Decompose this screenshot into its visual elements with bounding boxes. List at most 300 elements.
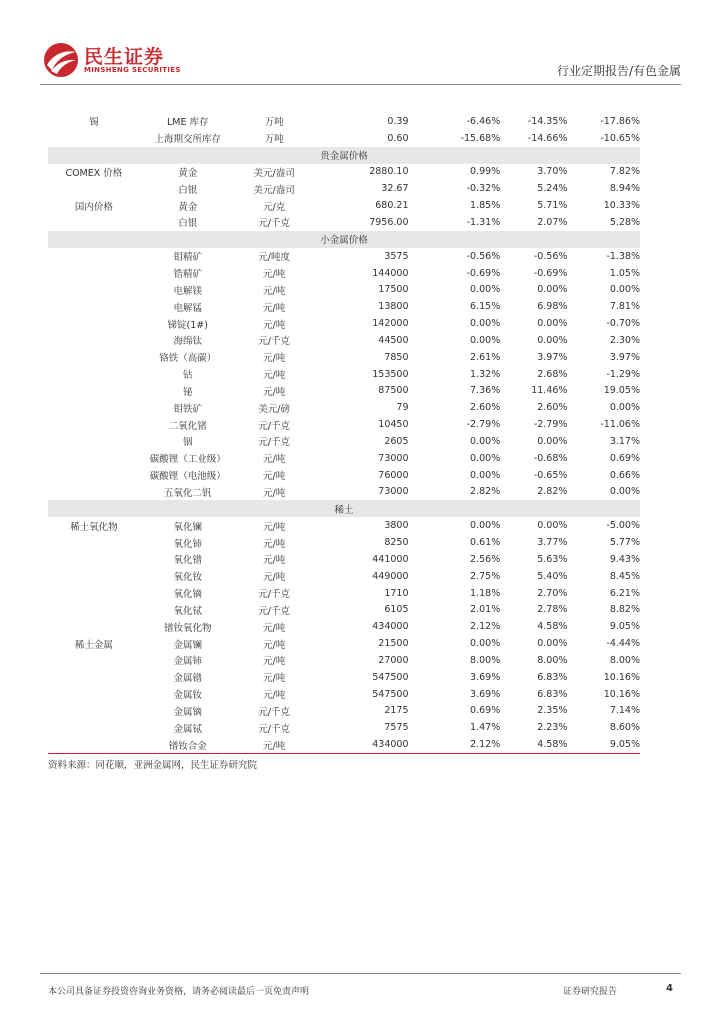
- monthly-change-cell: 0.00%: [537, 318, 568, 330]
- category-cell: [48, 585, 140, 602]
- monthly-change-cell: -2.79%: [533, 419, 568, 431]
- monthly-change-cell: 4.58%: [537, 621, 568, 633]
- monthly-change-cell: 5.24%: [537, 183, 568, 195]
- category-cell: [48, 332, 140, 349]
- monthly-change-cell: 0.00%: [537, 520, 568, 532]
- item-cell: 钴: [182, 370, 193, 382]
- price-cell: 449000: [372, 570, 409, 582]
- table-row: [48, 551, 640, 568]
- unit-cell: 元/千克: [258, 605, 290, 617]
- monthly-change-cell: -14.66%: [527, 132, 568, 144]
- unit-cell: 元/克: [263, 201, 286, 213]
- item-cell: 二氧化锗: [168, 420, 207, 432]
- item-cell: 氧化铈: [173, 538, 202, 550]
- price-cell: 680.21: [375, 200, 409, 212]
- weekly-change-cell: -2.79%: [466, 419, 501, 431]
- table-row: [48, 652, 640, 669]
- weekly-change-cell: 3.69%: [470, 671, 501, 683]
- item-cell: 上海期交所库存: [154, 134, 221, 146]
- table-row: [48, 366, 640, 383]
- unit-cell: 元/吨: [263, 521, 286, 533]
- category-cell: [48, 467, 140, 484]
- weekly-change-cell: 0.00%: [470, 284, 501, 296]
- weekly-change-cell: 0.99%: [470, 166, 501, 178]
- price-cell: 17500: [378, 284, 409, 296]
- ytd-change-cell: -17.86%: [600, 115, 640, 127]
- weekly-change-cell: 0.61%: [470, 537, 501, 549]
- weekly-change-cell: 2.82%: [470, 486, 501, 498]
- minsheng-logo: [40, 40, 190, 80]
- weekly-change-cell: 1.32%: [470, 368, 501, 380]
- category-cell: [48, 383, 140, 400]
- ytd-change-cell: -10.65%: [600, 132, 640, 144]
- weekly-change-cell: -0.69%: [466, 267, 501, 279]
- page-number: 4: [666, 983, 673, 994]
- table-row: [48, 686, 640, 703]
- category-cell: [48, 248, 140, 265]
- monthly-change-cell: 8.00%: [537, 654, 568, 666]
- category-cell: [48, 719, 140, 736]
- unit-cell: 元/吨: [263, 386, 286, 398]
- footer-disclaimer: 本公司具备证券投资咨询业务资格，请务必阅读最后一页免责声明: [48, 987, 310, 997]
- monthly-change-cell: 2.07%: [537, 216, 568, 228]
- ytd-change-cell: 3.97%: [609, 351, 640, 363]
- table-row: [48, 703, 640, 720]
- item-cell: 锆精矿: [173, 269, 202, 281]
- price-cell: 79: [396, 402, 409, 414]
- ytd-change-cell: 8.82%: [609, 604, 640, 616]
- category-cell: 国内价格: [74, 201, 113, 213]
- unit-cell: 元/千克: [258, 437, 290, 449]
- price-cell: 44500: [378, 334, 409, 346]
- category-cell: [48, 568, 140, 585]
- weekly-change-cell: -0.56%: [466, 250, 501, 262]
- category-cell: [48, 484, 140, 501]
- category-cell: [48, 618, 140, 635]
- weekly-change-cell: 6.15%: [470, 301, 501, 313]
- category-cell: 稀土金属: [74, 639, 113, 651]
- unit-cell: 元/吨: [263, 471, 286, 483]
- price-cell: 21500: [378, 638, 409, 650]
- category-cell: [48, 703, 140, 720]
- monthly-change-cell: 2.68%: [537, 368, 568, 380]
- category-cell: [48, 551, 140, 568]
- unit-cell: 美元/盎司: [253, 184, 295, 196]
- item-cell: 氧化钕: [173, 572, 202, 584]
- unit-cell: 元/吨: [263, 370, 286, 382]
- weekly-change-cell: 3.69%: [470, 688, 501, 700]
- category-cell: [48, 180, 140, 197]
- ytd-change-cell: 3.17%: [609, 435, 640, 447]
- ytd-change-cell: -5.00%: [606, 520, 640, 532]
- ytd-change-cell: 10.16%: [603, 688, 640, 700]
- monthly-change-cell: 2.35%: [537, 705, 568, 717]
- ytd-change-cell: -11.06%: [600, 419, 640, 431]
- table-row: [48, 517, 640, 534]
- monthly-change-cell: 5.71%: [537, 200, 568, 212]
- table-row: [48, 618, 640, 635]
- unit-cell: 元/吨: [263, 555, 286, 567]
- monthly-change-cell: 6.98%: [537, 301, 568, 313]
- price-cell: 144000: [372, 267, 409, 279]
- logo-english-name: MINSHENG SECURITIES: [84, 66, 181, 74]
- category-cell: [48, 450, 140, 467]
- item-cell: 碳酸锂（电池级）: [149, 471, 226, 483]
- ytd-change-cell: 9.43%: [609, 553, 640, 565]
- table-row: [48, 450, 640, 467]
- ytd-change-cell: 10.16%: [603, 671, 640, 683]
- weekly-change-cell: 2.12%: [409, 736, 501, 753]
- table-row: [48, 113, 640, 130]
- unit-cell: 元/吨: [263, 690, 286, 702]
- table-row: [48, 719, 640, 736]
- table-row: [48, 281, 640, 298]
- unit-cell: 元/千克: [258, 336, 290, 348]
- section-label: 贵金属价格: [48, 147, 640, 164]
- ytd-change-cell: 7.82%: [609, 166, 640, 178]
- weekly-change-cell: 1.47%: [470, 722, 501, 734]
- monthly-change-cell: 2.82%: [537, 486, 568, 498]
- metals-price-table: [48, 113, 640, 754]
- ytd-change-cell: 0.69%: [609, 452, 640, 464]
- unit-cell: 元/吨: [263, 454, 286, 466]
- table-row: [48, 635, 640, 652]
- unit-cell: 元/吨: [263, 269, 286, 281]
- table-row: [48, 265, 640, 282]
- item-cell: 钼铁矿: [173, 403, 202, 415]
- item-cell: 电解锰: [173, 302, 202, 314]
- table-row: [48, 383, 640, 400]
- section-header-row: [48, 231, 640, 248]
- monthly-change-cell: 2.70%: [537, 587, 568, 599]
- monthly-change-cell: 5.63%: [537, 553, 568, 565]
- item-cell: 金属铈: [173, 656, 202, 668]
- unit-cell: 元/吨: [263, 639, 286, 651]
- table-row: [48, 197, 640, 214]
- price-cell: 441000: [372, 553, 409, 565]
- category-cell: [48, 265, 140, 282]
- table-row: [48, 349, 640, 366]
- unit-cell: 元/吨: [263, 487, 286, 499]
- ytd-change-cell: 2.30%: [609, 334, 640, 346]
- section-label: 稀土: [48, 500, 640, 517]
- item-cell: 金属钕: [173, 690, 202, 702]
- ytd-change-cell: -4.44%: [606, 638, 640, 650]
- weekly-change-cell: 2.12%: [470, 621, 501, 633]
- header-divider: [40, 84, 681, 85]
- weekly-change-cell: -6.46%: [466, 115, 501, 127]
- table-row: [48, 214, 640, 231]
- section-label: 小金属价格: [48, 231, 640, 248]
- table-row: [48, 164, 640, 181]
- table-row: [48, 416, 640, 433]
- price-cell: 0.39: [387, 115, 409, 127]
- monthly-change-cell: 3.97%: [537, 351, 568, 363]
- ytd-change-cell: 6.21%: [609, 587, 640, 599]
- unit-cell: 元/吨: [263, 285, 286, 297]
- table-row: [48, 585, 640, 602]
- ytd-change-cell: 5.77%: [609, 537, 640, 549]
- weekly-change-cell: 0.00%: [470, 638, 501, 650]
- item-cell: 铟: [182, 437, 193, 449]
- unit-cell: 元/吨: [263, 673, 286, 685]
- price-cell: 2880.10: [369, 166, 409, 178]
- price-cell: 1710: [384, 587, 409, 599]
- category-cell: [48, 399, 140, 416]
- ytd-change-cell: 8.94%: [609, 183, 640, 195]
- item-cell: 碳酸锂（工业级）: [149, 454, 226, 466]
- monthly-change-cell: -0.56%: [533, 250, 568, 262]
- category-cell: [48, 652, 140, 669]
- monthly-change-cell: 3.77%: [537, 537, 568, 549]
- item-cell: 钼精矿: [173, 252, 202, 264]
- unit-cell: 元/吨: [263, 622, 286, 634]
- table-row: [48, 467, 640, 484]
- unit-cell: 元/吨: [263, 656, 286, 668]
- price-cell: 3800: [384, 520, 409, 532]
- category-cell: [48, 281, 140, 298]
- ytd-change-cell: 7.14%: [609, 705, 640, 717]
- ytd-change-cell: 7.81%: [609, 301, 640, 313]
- unit-cell: 元/千克: [258, 706, 290, 718]
- item-cell: 白银: [178, 218, 198, 230]
- weekly-change-cell: -0.32%: [466, 183, 501, 195]
- unit-cell: 元/吨: [236, 736, 313, 753]
- ytd-change-cell: 8.00%: [609, 654, 640, 666]
- weekly-change-cell: 0.00%: [470, 469, 501, 481]
- price-cell: 8250: [384, 537, 409, 549]
- category-cell: COMEX 价格: [65, 167, 123, 179]
- table-row: [48, 568, 640, 585]
- table-row: [48, 130, 640, 147]
- ytd-change-cell: 9.05%: [609, 621, 640, 633]
- table-row: [48, 669, 640, 686]
- source-note: 资料来源：同花顺，亚洲金属网，民生证券研究院: [48, 760, 258, 771]
- item-cell: 镨钕合金: [140, 736, 236, 753]
- logo-chinese-name: 民生证券: [84, 46, 165, 68]
- ytd-change-cell: -0.70%: [606, 318, 640, 330]
- ytd-change-cell: 8.45%: [609, 570, 640, 582]
- category-cell: [48, 433, 140, 450]
- ytd-change-cell: 0.00%: [609, 284, 640, 296]
- item-cell: 氧化镝: [173, 589, 202, 601]
- item-cell: 镨钕氧化物: [163, 622, 212, 634]
- item-cell: 锑锭(1#): [167, 319, 208, 331]
- category-cell: [48, 366, 140, 383]
- page-header: [40, 40, 681, 84]
- unit-cell: 元/吨: [263, 572, 286, 584]
- ytd-change-cell: 0.00%: [609, 402, 640, 414]
- monthly-change-cell: 0.00%: [537, 284, 568, 296]
- price-cell: 7850: [384, 351, 409, 363]
- ytd-change-cell: 9.05%: [567, 736, 640, 753]
- ytd-change-cell: 5.28%: [609, 216, 640, 228]
- price-cell: 153500: [372, 368, 409, 380]
- monthly-change-cell: 2.23%: [537, 722, 568, 734]
- monthly-change-cell: 2.78%: [537, 604, 568, 616]
- report-type: 行业定期报告/有色金属: [556, 64, 681, 78]
- ytd-change-cell: 19.05%: [603, 385, 640, 397]
- ytd-change-cell: 0.66%: [609, 469, 640, 481]
- item-cell: 金属镨: [173, 673, 202, 685]
- category-cell: [48, 534, 140, 551]
- ytd-change-cell: 10.33%: [603, 200, 640, 212]
- monthly-change-cell: -0.65%: [533, 469, 568, 481]
- monthly-change-cell: 2.60%: [537, 402, 568, 414]
- weekly-change-cell: -1.31%: [466, 216, 501, 228]
- item-cell: 白银: [178, 184, 198, 196]
- item-cell: 金属铽: [173, 723, 202, 735]
- weekly-change-cell: 7.36%: [470, 385, 501, 397]
- category-cell: [48, 130, 140, 147]
- monthly-change-cell: 6.83%: [537, 688, 568, 700]
- table-row: [48, 484, 640, 501]
- unit-cell: 元/吨: [263, 319, 286, 331]
- monthly-change-cell: -0.68%: [533, 452, 568, 464]
- price-cell: 13800: [378, 301, 409, 313]
- price-cell: 0.60: [387, 132, 409, 144]
- weekly-change-cell: 0.00%: [470, 452, 501, 464]
- table-row: [48, 601, 640, 618]
- table-row: [48, 180, 640, 197]
- weekly-change-cell: -15.68%: [460, 132, 501, 144]
- table-row: [48, 315, 640, 332]
- unit-cell: 元/千克: [258, 589, 290, 601]
- price-cell: 76000: [378, 469, 409, 481]
- monthly-change-cell: 3.70%: [537, 166, 568, 178]
- weekly-change-cell: 8.00%: [470, 654, 501, 666]
- monthly-change-cell: 0.00%: [537, 638, 568, 650]
- price-cell: 6105: [384, 604, 409, 616]
- footer-report-label: 证券研究报告: [563, 987, 618, 997]
- item-cell: 黄金: [178, 167, 198, 179]
- weekly-change-cell: 1.18%: [470, 587, 501, 599]
- ytd-change-cell: 0.00%: [609, 486, 640, 498]
- unit-cell: 元/吨度: [258, 252, 290, 264]
- price-cell: 142000: [372, 318, 409, 330]
- unit-cell: 元/吨: [263, 353, 286, 365]
- item-cell: LME 库存: [166, 117, 209, 129]
- price-cell: 3575: [384, 250, 409, 262]
- ytd-change-cell: 1.05%: [609, 267, 640, 279]
- category-cell: [48, 601, 140, 618]
- item-cell: 金属镝: [173, 706, 202, 718]
- monthly-change-cell: 0.00%: [537, 334, 568, 346]
- price-cell: 10450: [378, 419, 409, 431]
- weekly-change-cell: 0.00%: [470, 334, 501, 346]
- category-cell: [48, 669, 140, 686]
- item-cell: 氧化镨: [173, 555, 202, 567]
- unit-cell: 元/吨: [263, 302, 286, 314]
- monthly-change-cell: 6.83%: [537, 671, 568, 683]
- weekly-change-cell: 0.00%: [470, 435, 501, 447]
- ytd-change-cell: 8.60%: [609, 722, 640, 734]
- unit-cell: 美元/盎司: [253, 167, 295, 179]
- item-cell: 氧化铽: [173, 605, 202, 617]
- monthly-change-cell: -0.69%: [533, 267, 568, 279]
- item-cell: 氧化镧: [173, 521, 202, 533]
- item-cell: 铋: [182, 386, 193, 398]
- category-cell: 锡: [89, 117, 99, 129]
- table-row: [48, 399, 640, 416]
- monthly-change-cell: 0.00%: [537, 435, 568, 447]
- monthly-change-cell: 4.58%: [500, 736, 567, 753]
- unit-cell: 万吨: [264, 134, 284, 146]
- category-cell: [48, 686, 140, 703]
- unit-cell: 元/吨: [263, 538, 286, 550]
- table-row: [48, 736, 640, 753]
- item-cell: 电解镁: [173, 285, 202, 297]
- unit-cell: 元/千克: [258, 723, 290, 735]
- monthly-change-cell: 11.46%: [531, 385, 568, 397]
- item-cell: 铬铁（高碳）: [159, 353, 217, 365]
- ytd-change-cell: -1.38%: [606, 250, 640, 262]
- category-cell: 稀土氧化物: [70, 521, 118, 533]
- price-cell: 32.67: [381, 183, 409, 195]
- table-row: [48, 248, 640, 265]
- weekly-change-cell: 0.69%: [470, 705, 501, 717]
- weekly-change-cell: 2.61%: [470, 351, 501, 363]
- table-row: [48, 433, 640, 450]
- price-cell: 87500: [378, 385, 409, 397]
- price-cell: 7956.00: [369, 216, 409, 228]
- item-cell: 海绵钛: [173, 336, 202, 348]
- minsheng-logo-icon: [42, 41, 80, 79]
- unit-cell: 元/千克: [258, 420, 290, 432]
- table-row: [48, 332, 640, 349]
- table-row: [48, 298, 640, 315]
- unit-cell: 元/千克: [258, 218, 290, 230]
- price-cell: 73000: [378, 486, 409, 498]
- category-cell: [48, 736, 140, 753]
- ytd-change-cell: -1.29%: [606, 368, 640, 380]
- category-cell: [48, 298, 140, 315]
- item-cell: 黄金: [178, 201, 198, 213]
- price-cell: 2605: [384, 435, 409, 447]
- item-cell: 五氧化二钒: [163, 487, 212, 499]
- price-cell: 2175: [384, 705, 409, 717]
- unit-cell: 美元/磅: [258, 403, 290, 415]
- weekly-change-cell: 0.00%: [470, 520, 501, 532]
- price-cell: 547500: [372, 688, 409, 700]
- monthly-change-cell: -14.35%: [527, 115, 568, 127]
- weekly-change-cell: 2.60%: [470, 402, 501, 414]
- weekly-change-cell: 1.85%: [470, 200, 501, 212]
- category-cell: [48, 416, 140, 433]
- table-row: [48, 534, 640, 551]
- price-cell: 547500: [372, 671, 409, 683]
- footer-divider: [40, 973, 681, 974]
- monthly-change-cell: 5.40%: [537, 570, 568, 582]
- category-cell: [48, 349, 140, 366]
- price-cell: 434000: [372, 621, 409, 633]
- price-cell: 434000: [313, 736, 409, 753]
- section-header-row: [48, 147, 640, 164]
- category-cell: [48, 214, 140, 231]
- weekly-change-cell: 2.75%: [470, 570, 501, 582]
- price-cell: 73000: [378, 452, 409, 464]
- weekly-change-cell: 0.00%: [470, 318, 501, 330]
- price-cell: 7575: [384, 722, 409, 734]
- item-cell: 金属镧: [173, 639, 202, 651]
- weekly-change-cell: 2.01%: [470, 604, 501, 616]
- section-header-row: [48, 500, 640, 517]
- price-cell: 27000: [378, 654, 409, 666]
- table-body: [48, 113, 640, 754]
- category-cell: [48, 315, 140, 332]
- weekly-change-cell: 2.56%: [470, 553, 501, 565]
- unit-cell: 万吨: [264, 117, 284, 129]
